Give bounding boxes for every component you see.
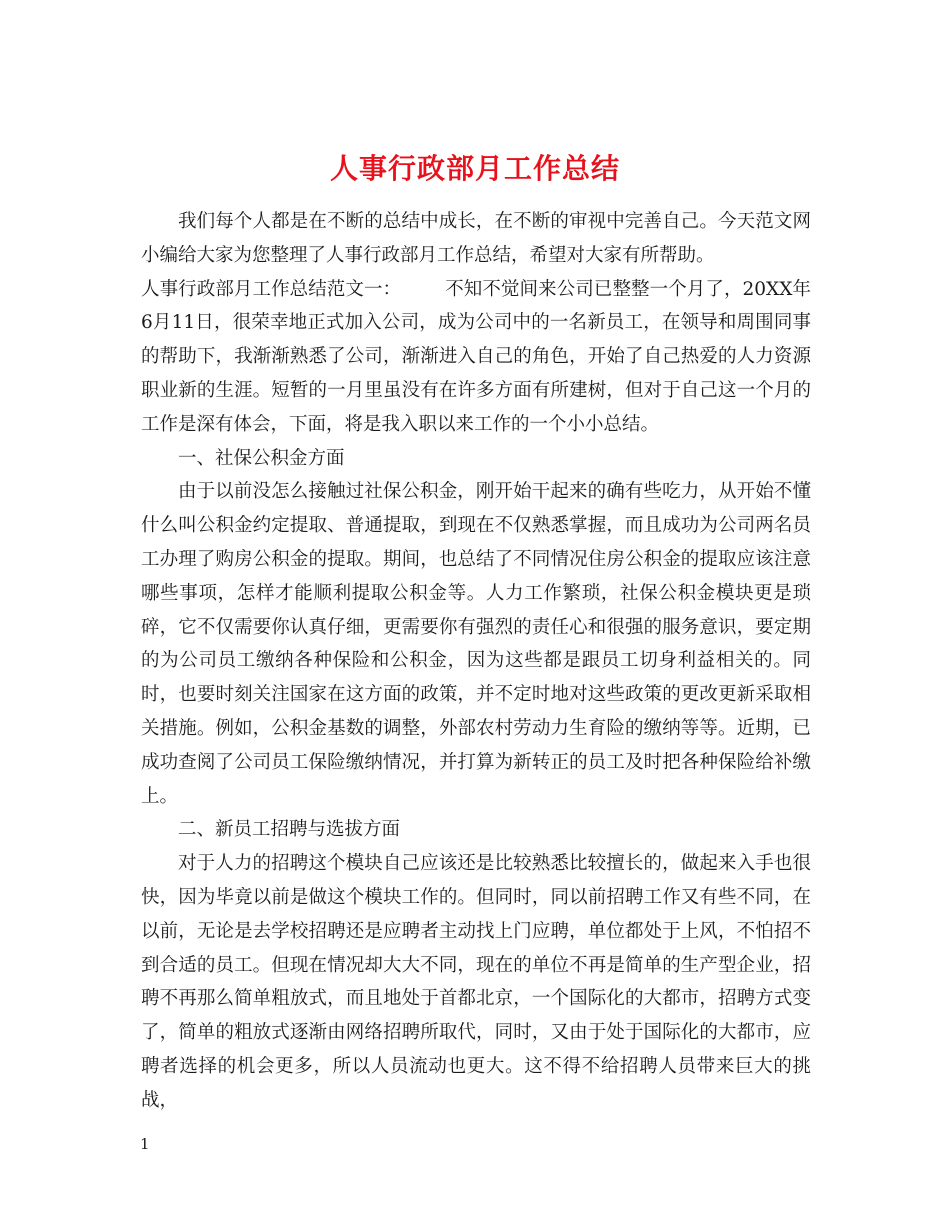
section1-heading: 一、社保公积金方面 bbox=[178, 447, 345, 469]
document-body bbox=[141, 205, 811, 1118]
example-opening-text: 不知不觉间来公司已整整一个月了，20XX年6月11日，很荣幸地正式加入公司，成为公司中的一名新员工，在领导和周围同事的帮助下，我渐渐熟悉了公司，渐渐进入自己的角色，开始了自己热爱的人力资源职业新的生涯。短暂的一月里虽没有在许多方面有所建树，但对于自己这一个月的工作是深有体会，下面，将是我入职以来工作的一个小小总结。 bbox=[141, 278, 811, 435]
document-title: 人事行政部月工作总结 bbox=[329, 151, 620, 185]
example-paragraph bbox=[141, 273, 811, 442]
page-number: 1 bbox=[140, 1135, 150, 1153]
intro-paragraph: 我们每个人都是在不断的总结中成长，在不断的审视中完善自己。今天范文网小编给大家为您整理了人事行政部月工作总结，希望对大家有所帮助。 bbox=[141, 211, 811, 266]
example-label: 人事行政部月工作总结范文一： bbox=[141, 278, 402, 300]
section1-paragraph: 由于以前没怎么接触过社保公积金，刚开始干起来的确有些吃力，从开始不懂什么叫公积金约定提取、普通提取，到现在不仅熟悉掌握，而且成功为公司两名员工办理了购房公积金的提取。期间，也总结了不同情况住房公积金的提取应该注意哪些事项，怎样才能顺利提取公积金等。人力工作繁琐，社保公积金模块更是琐碎，它不仅需要你认真仔细，更需要你有强烈的责任心和很强的服务意识，要定期的为公司员工缴纳各种保险和公积金，因为这些都是跟员工切身利益相关的。同时，也要时刻关注国家在这方面的政策，并不定时地对这些政策的更改更新采取相关措施。例如，公积金基数的调整，外部农村劳动力生育险的缴纳等等。近期，已成功查阅了公司员工保险缴纳情况，并打算为新转正的员工及时把各种保险给补缴上。 bbox=[141, 481, 811, 807]
section2-paragraph: 对于人力的招聘这个模块自己应该还是比较熟悉比较擅长的，做起来入手也很快，因为毕竟以前是做这个模块工作的。但同时，同以前招聘工作又有些不同，在以前，无论是去学校招聘还是应聘者主动找上门应聘，单位都处于上风，不怕招不到合适的员工。但现在情况却大大不同，现在的单位不再是简单的生产型企业，招聘不再那么简单粗放式，而且地处于首都北京，一个国际化的大都市，招聘方式变了，简单的粗放式逐渐由网络招聘所取代，同时，又由于处于国际化的大都市，应聘者选择的机会更多，所以人员流动也更大。这不得不给招聘人员带来巨大的挑战， bbox=[141, 853, 811, 1111]
section2-heading: 二、新员工招聘与选拔方面 bbox=[178, 819, 401, 841]
